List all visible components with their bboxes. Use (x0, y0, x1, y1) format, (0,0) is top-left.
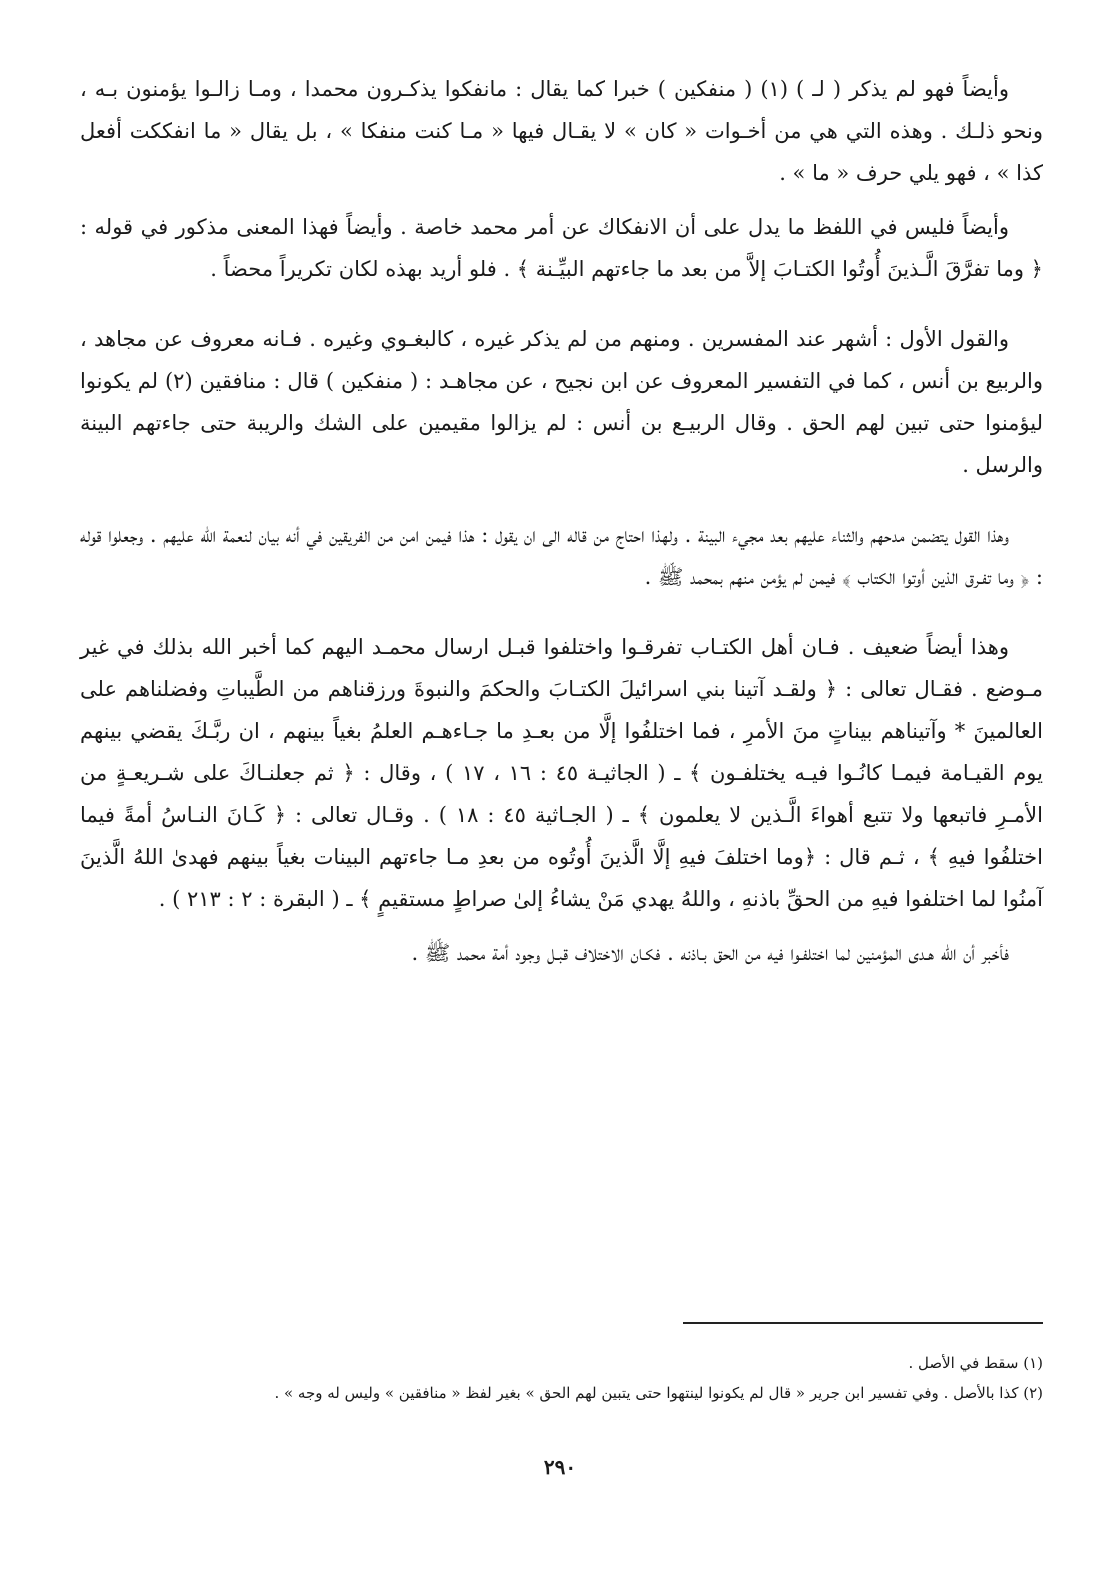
page-number: ٢٩٠ (543, 1455, 577, 1479)
paragraph-2: وأيضاً فليس في اللفظ ما يدل على أن الانفكاك عن أمر محمد خاصة . وأيضاً فهذا المعنى مذكور في قوله : ﴿ وما تفرَّقَ الَّـذينَ أُوتُوا الكتـابَ إلاَّ من بعد ما جاءتهم البيِّـنة ﴾ . فلو أريد بهذه لكان تكريراً محضاً . (80, 215, 1043, 281)
footnote-2: (٢) كذا بالأصل . وفي تفسير ابن جرير « قال لم يكونوا لينتهوا حتى يتبين لهم الحق » بغير لفظ « منافقين » وليس له وجه » . (274, 1384, 1043, 1402)
paragraph-6: فأخبر أن الله هـدى المؤمنين لما اختلفـوا فيه من الحق بـاذنه . فكـان الاختلاف قبـل وجود أمة محمد ﷺ . (411, 941, 1009, 965)
footnote-separator (683, 1322, 1043, 1324)
paragraph-5: وهذا أيضاً ضعيف . فـان أهل الكتـاب تفرقـوا واختلفوا قبـل ارسال محمـد اليهم كما أخبر الله بذلك في غير مـوضع . فقـال تعالى : ﴿ ولقـد آتينا بني اسرائيلَ الكتـابَ والحكمَ والنبوةَ ورزقناهم من الطَّيباتِ وفضلناهم على العالمينَ * وآتيناهم بيناتٍ منَ الأمرِ ، فما اختلفُوا إلَّا من بعـدِ ما جـاءهـم العلمُ بغياً بينهم ، ان ربَّـكَ يقضي بينهم يوم القيـامة فيمـا كانُـوا فيـه يختلفـون ﴾ ـ ( الجاثيـة ٤٥ : ١٦ ، ١٧ ) ، وقال : ﴿ ثم جعلنـاكَ على شـريعـةٍ من الأمـرِ فاتبعها ولا تتبع أهواءَ الَّـذين لا يعلمون ﴾ ـ ( الجـاثية ٤٥ : ١٨ ) . وقـال تعالى : ﴿ كَـانَ النـاسُ أمةً فيما اختلفُوا فيهِ ﴾ ، ثـم قال : ﴿وما اختلفَ فيهِ إلَّا الَّذينَ أُوتُوه من بعدِ مـا جاءتهم البينات بغياً بينهم فهدىٰ اللهُ الَّذينَ آمنُوا لما اختلفوا فيهِ من الحقِّ باذنهِ ، واللهُ يهدي مَنْ يشاءُ إلىٰ صراطٍ مستقيمٍ ﴾ ـ ( البقرة : ٢ : ٢١٣ ) . (80, 635, 1043, 911)
paragraph-4: وهذا القول يتضمن مدحهم والثناء عليهم بعد مجيء البينة . ولهذا احتاج من قاله الى ان يقول : هذا فيمن امن من الفريقين في أنه بيان لنعمة الله عليهم . وجعلوا قوله : ﴿ وما تفـرق الذين أوتوا الكتاب ﴾ فيمن لم يؤمن منهم بمحمد ﷺ . (80, 523, 1043, 589)
paragraph-3: والقول الأول : أشهر عند المفسرين . ومنهم من لم يذكر غيره ، كالبغـوي وغيره . فـانه معروف عن مجاهد ، والربيع بن أنس ، كما في التفسير المعروف عن ابن نجيح ، عن مجاهـد : ( منفكين ) قال : منافقين (٢) لم يكونوا ليؤمنوا حتى تبين لهم الحق . وقال الربيـع بن أنس : لم يزالوا مقيمين على الشك والريبة حتى جاءتهم البينة والرسل . (80, 327, 1043, 477)
footnotes (80, 1348, 1043, 1408)
main-text (80, 68, 1043, 974)
paragraph-1: وأيضاً فهو لم يذكر ( لـ ) (١) ( منفكين ) خبرا كما يقال : مانفكوا يذكـرون محمدا ، ومـا زالـوا يؤمنون بـه ، ونحو ذلـك . وهذه التي هي من أخـوات « كان » لا يقـال فيها « مـا كنت منفكا » ، بل يقال « ما انفككت أفعل كذا » ، فهو يلي حرف « ما » . (80, 77, 1043, 185)
footnote-1: (١) سقط في الأصل . (908, 1354, 1043, 1372)
